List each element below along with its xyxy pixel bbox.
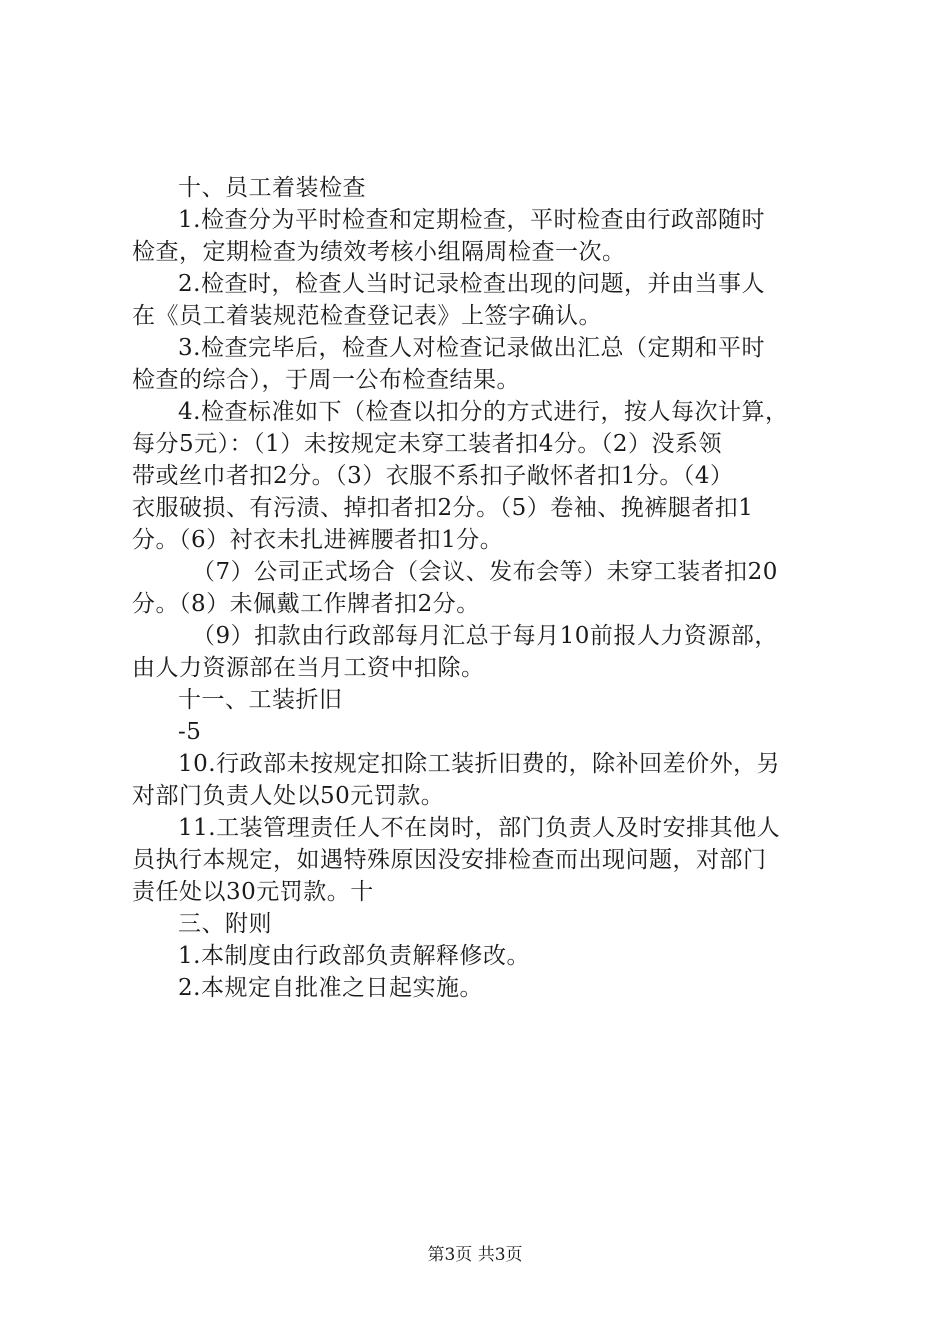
text-line: 十、员工着装检查 [178,175,366,201]
text-line: 对部门负责人处以50元罚款。 [132,783,445,809]
text-line: 在《员工着装规范检查登记表》上签字确认。 [132,303,602,329]
text-line: （7）公司正式场合（会议、发布会等）未穿工装者扣20 [192,559,778,585]
text-line: 每分5元）：（1）未按规定未穿工装者扣4分。（2）没系领 [132,431,723,457]
text-line: 1.本制度由行政部负责解释修改。 [178,943,530,969]
text-line: 检查的综合），于周一公布检查结果。 [132,367,520,393]
text-line: （9）扣款由行政部每月汇总于每月10前报人力资源部， [192,623,778,649]
text-line: -5 [178,719,202,745]
text-line: 4.检查标准如下（检查以扣分的方式进行，按人每次计算， [178,399,789,425]
text-line: 检查，定期检查为绩效考核小组隔周检查一次。 [132,239,626,265]
text-line: 责任处以30元罚款。十 [132,879,374,905]
text-line: 由人力资源部在当月工资中扣除。 [132,655,485,681]
text-line: 11.工装管理责任人不在岗时，部门负责人及时安排其他人 [178,815,781,841]
text-line: 2.检查时，检查人当时记录检查出现的问题，并由当事人 [178,271,765,297]
text-line: 十一、工装折旧 [178,687,343,713]
text-line: 3.检查完毕后，检查人对检查记录做出汇总（定期和平时 [178,335,765,361]
page-footer: 第3页 共3页 [427,1245,523,1265]
text-line: 三、附则 [178,911,272,937]
text-line: 2.本规定自批准之日起实施。 [178,975,483,1001]
text-line: 分。（8）未佩戴工作牌者扣2分。 [132,591,480,617]
text-line: 10.行政部未按规定扣除工装折旧费的，除补回差价外，另 [178,751,781,777]
text-line: 带或丝巾者扣2分。（3）衣服不系扣子敞怀者扣1分。（4） [132,463,734,489]
document-body [132,172,832,1004]
text-line: 1.检查分为平时检查和定期检查，平时检查由行政部随时 [178,207,765,233]
text-line: 衣服破损、有污渍、掉扣者扣2分。（5）卷袖、挽裤腿者扣1 [132,495,754,521]
text-line: 分。（6）衬衣未扎进裤腰者扣1分。 [132,527,504,553]
text-line: 员执行本规定，如遇特殊原因没安排检查而出现问题，对部门 [132,847,767,873]
